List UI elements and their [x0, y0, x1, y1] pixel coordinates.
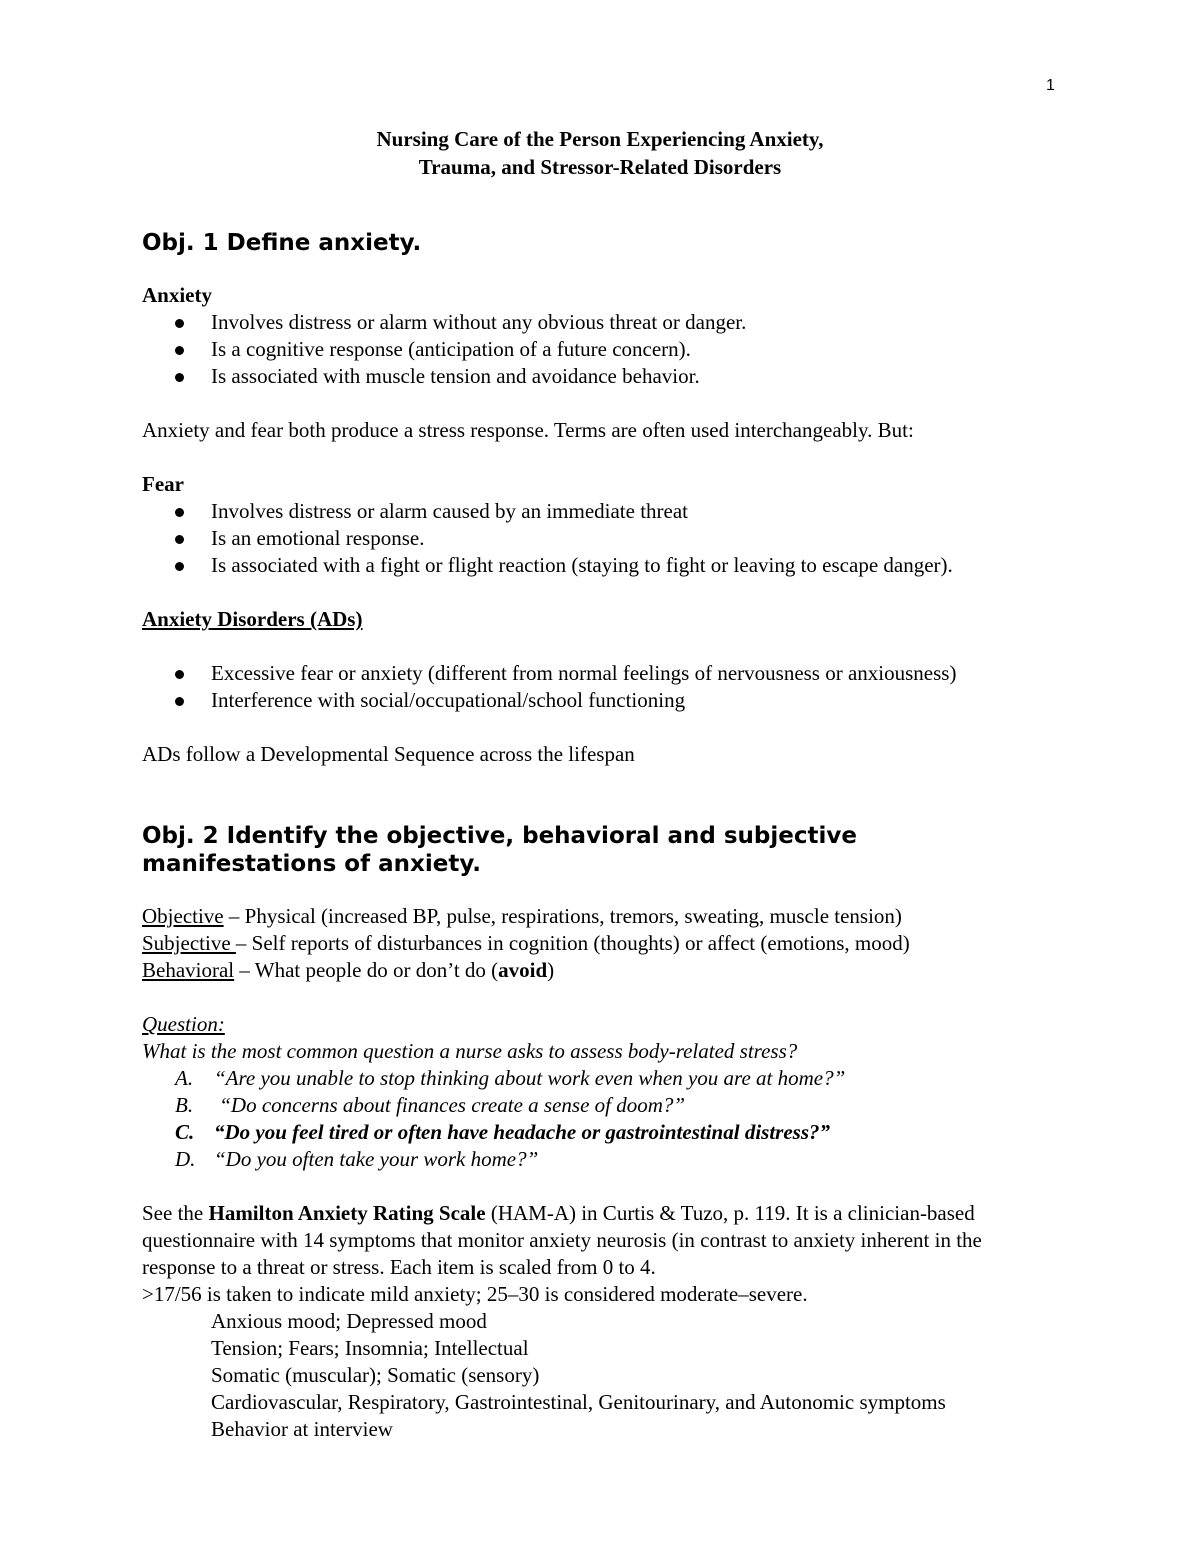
- hama-paragraph: [142, 1200, 1032, 1281]
- list-item-text: Excessive fear or anxiety (different from normal feelings of nervousness or anxiousness): [211, 661, 957, 685]
- list-item-text: Involves distress or alarm without any obvious threat or danger.: [211, 310, 747, 334]
- list-item: [142, 336, 1062, 363]
- bullet-icon: [175, 562, 184, 571]
- choice-letter: D.: [175, 1147, 196, 1171]
- hama-item: Anxious mood; Depressed mood: [211, 1309, 487, 1333]
- hama-scale-name: Hamilton Anxiety Rating Scale: [208, 1201, 486, 1225]
- objective-text: – Physical (increased BP, pulse, respirations, tremors, sweating, muscle tension): [223, 904, 902, 928]
- hama-item: Somatic (muscular); Somatic (sensory): [211, 1363, 540, 1387]
- fear-label: Fear: [142, 472, 184, 496]
- list-item-text: Is associated with muscle tension and avoidance behavior.: [211, 364, 700, 388]
- page-number: 1: [1046, 77, 1055, 94]
- document-title: [0, 125, 1200, 181]
- subjective-text: – Self reports of disturbances in cognition (thoughts) or affect (emotions, mood): [235, 931, 910, 955]
- subjective-term: Subjective: [142, 931, 236, 955]
- list-item: [142, 309, 1062, 336]
- hama-item: Cardiovascular, Respiratory, Gastrointestinal, Genitourinary, and Autonomic symptoms: [211, 1390, 946, 1414]
- bullet-icon: [175, 373, 184, 382]
- objective-term: Objective: [142, 904, 224, 928]
- title-line-1: Nursing Care of the Person Experiencing Anxiety,: [376, 127, 824, 151]
- list-item: [142, 363, 1062, 390]
- hama-item: Tension; Fears; Insomnia; Intellectual: [211, 1336, 529, 1360]
- anxiety-fear-comparison: Anxiety and fear both produce a stress response. Terms are often used interchangeably. But:: [142, 418, 914, 442]
- list-item: [142, 525, 1062, 552]
- obj2-heading: Obj. 2 Identify the objective, behavioral and subjective manifestations of anxiety.: [142, 823, 857, 877]
- choice-text: “Do you often take your work home?”: [214, 1147, 539, 1171]
- question-text: What is the most common question a nurse asks to assess body-related stress?: [142, 1039, 798, 1063]
- bullet-icon: [175, 508, 184, 517]
- hama-threshold: >17/56 is taken to indicate mild anxiety; 25–30 is considered moderate–severe.: [142, 1282, 808, 1306]
- choice-text: “Do you feel tired or often have headache or gastrointestinal distress?”: [214, 1120, 830, 1144]
- hama-item-list: [142, 1308, 1062, 1443]
- anxiety-bullet-list: [142, 309, 1062, 390]
- bullet-icon: [175, 697, 184, 706]
- answer-choice-b: [142, 1092, 1062, 1119]
- behavioral-definition: [142, 957, 1062, 984]
- title-line-2: Trauma, and Stressor-Related Disorders: [418, 155, 782, 179]
- subjective-definition: [142, 930, 1062, 957]
- list-item-text: Is associated with a fight or flight reaction (staying to fight or leaving to escape danger).: [211, 553, 953, 577]
- hama-item: Behavior at interview: [211, 1417, 393, 1441]
- bullet-icon: [175, 346, 184, 355]
- obj1-heading: Obj. 1 Define anxiety.: [142, 230, 422, 256]
- choice-text: “Are you unable to stop thinking about work even when you are at home?”: [214, 1066, 846, 1090]
- list-item-text: Is an emotional response.: [211, 526, 425, 550]
- behavioral-text-end: ): [547, 958, 555, 982]
- list-item: [142, 687, 1062, 714]
- choice-letter: A.: [175, 1066, 194, 1090]
- choice-letter: C.: [175, 1120, 195, 1144]
- bullet-icon: [175, 535, 184, 544]
- list-item: [142, 552, 1062, 579]
- choice-text: “Do concerns about finances create a sense of doom?”: [214, 1093, 686, 1117]
- answer-choice-c: [142, 1119, 1062, 1146]
- behavioral-emphasis: avoid: [498, 958, 548, 982]
- anxiety-disorders-label: Anxiety Disorders (ADs): [142, 607, 363, 631]
- list-item-text: Involves distress or alarm caused by an immediate threat: [211, 499, 689, 523]
- hama-description: (HAM-A) in Curtis & Tuzo, p. 119. It is a clinician-based questionnaire with 14 symptoms that monitor anxiety neurosis (in contrast to anxiety inherent in the response to a threat or stress. Each item is scaled from 0 to 4.: [142, 1201, 982, 1279]
- answer-choice-d: [142, 1146, 1062, 1173]
- fear-bullet-list: [142, 498, 1062, 579]
- behavioral-text: – What people do or don’t do (: [234, 958, 499, 982]
- document-body: [142, 225, 1062, 1443]
- anxiety-label: Anxiety: [142, 283, 212, 307]
- question-label: Question:: [142, 1012, 225, 1036]
- behavioral-term: Behavioral: [142, 958, 235, 982]
- bullet-icon: [175, 319, 184, 328]
- anxiety-disorders-bullet-list: [142, 660, 1062, 714]
- list-item: [142, 498, 1062, 525]
- list-item: [142, 660, 1062, 687]
- list-item-text: Interference with social/occupational/school functioning: [211, 688, 686, 712]
- ads-sequence-text: ADs follow a Developmental Sequence across the lifespan: [142, 742, 635, 766]
- objective-definition: [142, 903, 1062, 930]
- choice-letter: B.: [175, 1093, 194, 1117]
- answer-choice-a: [142, 1065, 1062, 1092]
- bullet-icon: [175, 670, 184, 679]
- list-item-text: Is a cognitive response (anticipation of a future concern).: [211, 337, 691, 361]
- hama-intro: See the: [142, 1201, 209, 1225]
- answer-choices: [142, 1065, 1062, 1173]
